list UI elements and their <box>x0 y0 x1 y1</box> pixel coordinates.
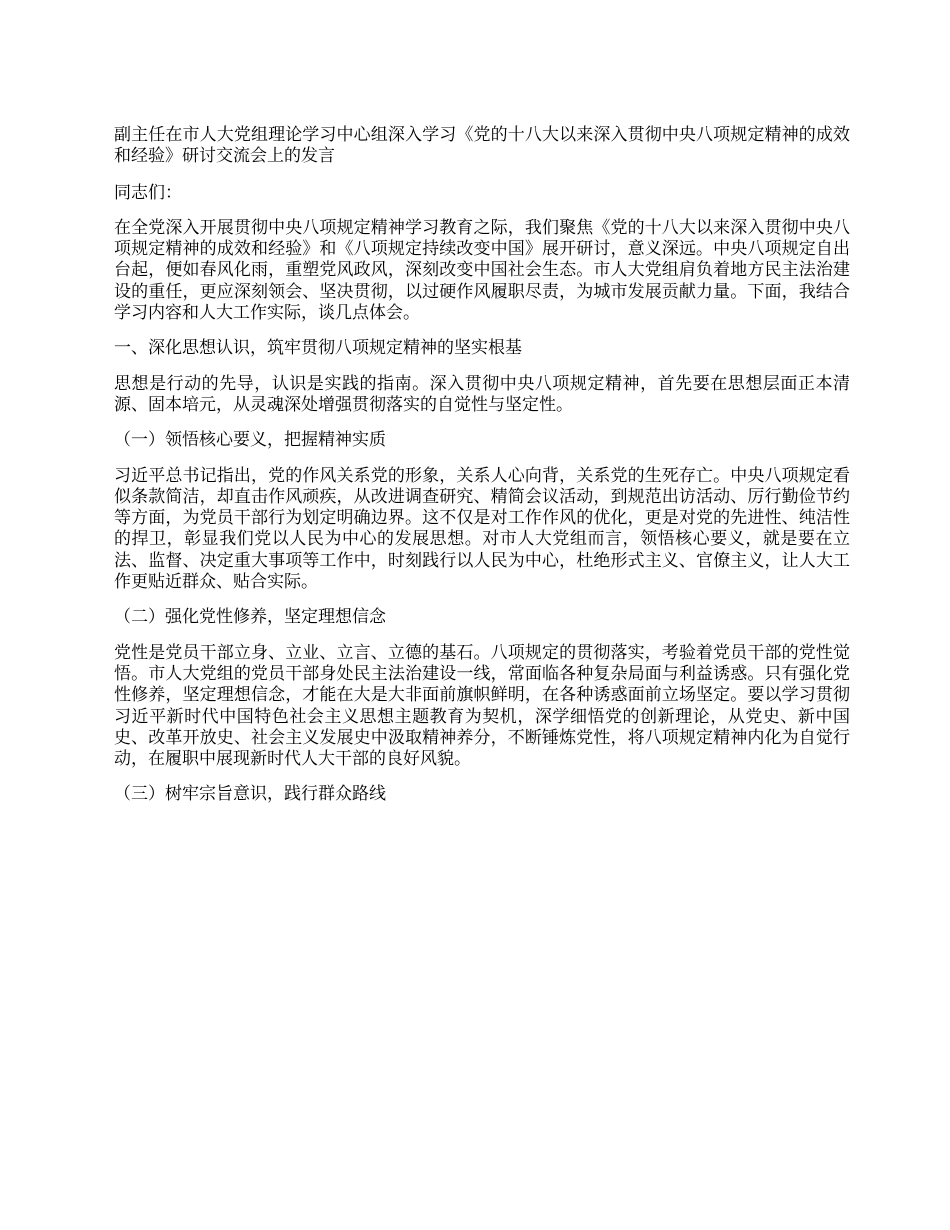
section-1-paragraph: 思想是行动的先导，认识是实践的指南。深入贯彻中央八项规定精神，首先要在思想层面正本清源、固本培元，从灵魂深处增强贯彻落实的自觉性与坚定性。 <box>114 373 850 415</box>
greeting: 同志们： <box>114 182 182 203</box>
subsection-2-paragraph: 党性是党员干部立身、立业、立言、立德的基石。八项规定的贯彻落实，考验着党员干部的党性觉悟。市人大党组的党员干部身处民主法治建设一线，常面临各种复杂局面与利益诱惑。只有强化党性修养，坚定理想信念，才能在大是大非面前旗帜鲜明，在各种诱惑面前立场坚定。要以学习贯彻习近平新时代中国特色社会主义思想主题教育为契机，深学细悟党的创新理论，从党史、新中国史、改革开放史、社会主义发展史中汲取精神养分，不断锤炼党性，将八项规定精神内化为自觉行动，在履职中展现新时代人大干部的良好风貌。 <box>114 642 850 770</box>
subsection-1-heading: （一）领悟核心要义，把握精神实质 <box>114 430 386 451</box>
document-title: 副主任在市人大党组理论学习中心组深入学习《党的十八大以来深入贯彻中央八项规定精神的成效和经验》研讨交流会上的发言 <box>114 125 850 167</box>
intro-paragraph: 在全党深入开展贯彻中央八项规定精神学习教育之际，我们聚焦《党的十八大以来深入贯彻中央八项规定精神的成效和经验》和《八项规定持续改变中国》展开研讨，意义深远。中央八项规定自出台起，便如春风化雨，重塑党风政风，深刻改变中国社会生态。市人大党组肩负着地方民主法治建设的重任，更应深刻领会、坚决贯彻，以过硬作风履职尽责，为城市发展贡献力量。下面，我结合学习内容和人大工作实际，谈几点体会。 <box>114 217 850 324</box>
document-page <box>114 125 850 820</box>
section-1-heading: 一、深化思想认识，筑牢贯彻八项规定精神的坚实根基 <box>114 338 522 359</box>
subsection-3-heading: （三）树牢宗旨意识，践行群众路线 <box>114 784 386 805</box>
subsection-2-heading: （二）强化党性修养，坚定理想信念 <box>114 607 386 628</box>
subsection-1-paragraph: 习近平总书记指出，党的作风关系党的形象，关系人心向背，关系党的生死存亡。中央八项规定看似条款简洁，却直击作风顽疾，从改进调查研究、精简会议活动，到规范出访活动、厉行勤俭节约等方面，为党员干部行为划定明确边界。这不仅是对工作作风的优化，更是对党的先进性、纯洁性的捍卫，彰显我们党以人民为中心的发展思想。对市人大党组而言，领悟核心要义，就是要在立法、监督、决定重大事项等工作中，时刻践行以人民为中心，杜绝形式主义、官僚主义，让人大工作更贴近群众、贴合实际。 <box>114 465 850 593</box>
